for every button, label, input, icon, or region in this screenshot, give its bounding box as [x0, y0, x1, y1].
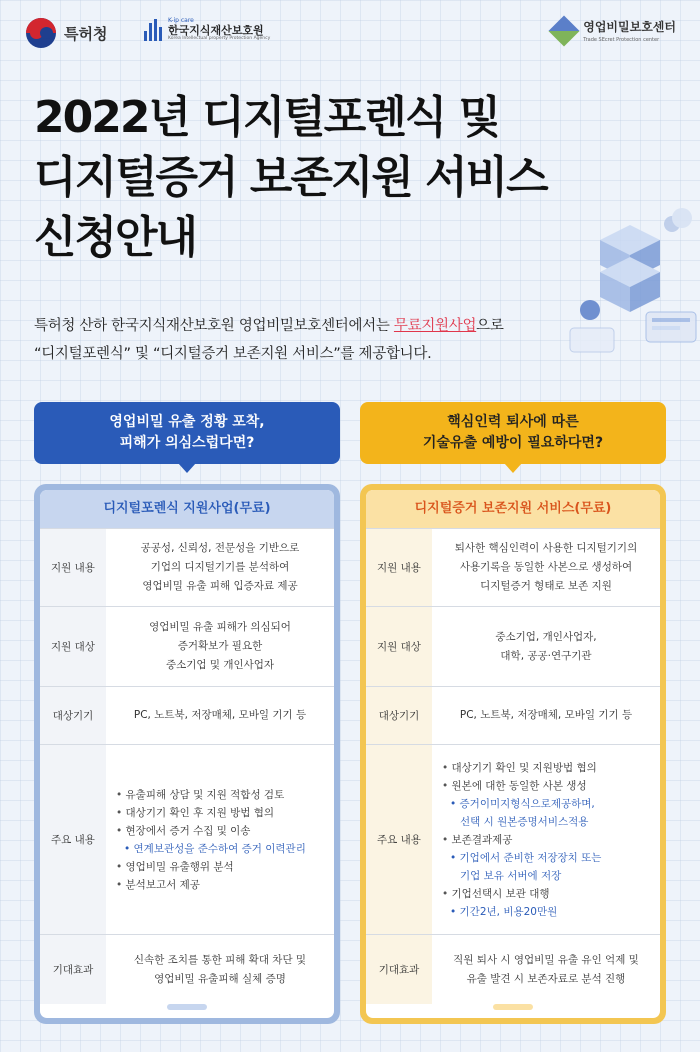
- intro-highlight: 무료지원사업: [393, 318, 477, 334]
- kipo-name: 특허청: [64, 24, 108, 43]
- content-line: 영업비밀 유출 피해 입증자료 제공: [142, 580, 298, 592]
- tsc-name: 영업비밀보호센터: [583, 20, 676, 34]
- right-speech-line2: 기술유출 예방이 필요하다면?: [422, 435, 604, 451]
- list-item: • 분석보고서 제공: [116, 876, 306, 894]
- left-speech-line2: 피해가 의심스럽다면?: [119, 435, 255, 451]
- row-label: 기대효과: [366, 935, 432, 1004]
- content-line: 중소기업 및 개인사업자: [165, 659, 275, 671]
- row-content: [432, 529, 660, 606]
- content-line: 대학, 공공·연구기관: [500, 649, 592, 662]
- content-line: 사용기록을 동일한 사본으로 생성하여: [459, 561, 633, 573]
- table-row: [40, 934, 334, 1004]
- content-line: 디지털증거 형태로 보존 지원: [480, 580, 612, 592]
- left-speech-box: [34, 402, 340, 464]
- right-speech-box: [360, 402, 666, 464]
- row-label: 대상기기: [40, 687, 106, 744]
- intro-text: [34, 312, 594, 368]
- forensic-panel-title: 디지털포렌식 지원사업(무료): [40, 490, 334, 528]
- row-label: 지원 내용: [366, 529, 432, 606]
- row-content: PC, 노트북, 저장매체, 모바일 기기 등: [133, 709, 307, 721]
- row-content: [432, 745, 660, 934]
- intro-part2: 으로: [476, 318, 504, 334]
- evidence-panel: [360, 484, 666, 1024]
- right-speech-line1: 핵심인력 퇴사에 따른: [447, 414, 579, 430]
- intro-part1: 특허청 산하 한국지식재산보호원 영업비밀보호센터에서는: [34, 318, 394, 334]
- row-content: [432, 607, 660, 686]
- kipa-bars-icon: [144, 19, 162, 41]
- phone-home-bar: [167, 1004, 207, 1010]
- list-item: • 현장에서 증거 수집 및 이송: [116, 822, 306, 840]
- content-line: 공공성, 신뢰성, 전문성을 기반으로: [140, 542, 300, 554]
- content-line: 영업비밀 유출피해 실체 증명: [154, 972, 286, 985]
- row-label: 기대효과: [40, 935, 106, 1004]
- row-content: [106, 935, 334, 1004]
- row-label: 주요 내용: [366, 745, 432, 934]
- row-label: 지원 내용: [40, 529, 106, 606]
- kipa-logo: [144, 18, 270, 42]
- list-subitem-cont: 선택 시 원본증명서비스적용: [460, 815, 589, 828]
- table-row: [366, 934, 660, 1004]
- kipa-sub: Korea Intellectual property Protection Agency: [168, 36, 271, 41]
- list-subitem-cont: 기업 보유 서버에 저장: [460, 869, 562, 882]
- title-line-3: 신청안내: [34, 212, 197, 263]
- content-line: 중소기업, 개인사업자,: [495, 630, 597, 643]
- row-label: 대상기기: [366, 687, 432, 744]
- row-content: [432, 935, 660, 1004]
- row-content: [106, 607, 334, 686]
- list-item: • 유출피해 상담 및 지원 적합성 검토: [116, 786, 306, 804]
- content-line: 증거확보가 필요한: [177, 640, 263, 652]
- row-content: [106, 745, 334, 934]
- list-subitem: • 증거이미지형식으로제공하며,: [442, 795, 601, 813]
- left-speech-line1: 영업비밀 유출 정황 포착,: [109, 414, 265, 430]
- table-row: [366, 528, 660, 606]
- title-line-2: 디지털증거 보존지원 서비스: [34, 152, 547, 203]
- row-label: 주요 내용: [40, 745, 106, 934]
- row-label: 지원 대상: [40, 607, 106, 686]
- table-row: [40, 744, 334, 934]
- table-row: [40, 528, 334, 606]
- list-item: • 대상기기 확인 후 지원 방법 협의: [116, 804, 306, 822]
- content-line: 직원 퇴사 시 영업비밀 유출 유인 억제 및: [453, 953, 639, 966]
- row-content: [106, 529, 334, 606]
- diamond-icon: [549, 15, 580, 46]
- list-item: • 기업선택시 보관 대행: [442, 885, 601, 903]
- content-line: 신속한 조치를 통한 피해 확대 차단 및: [133, 953, 307, 966]
- list-item: • 원본에 대한 동일한 사본 생성: [442, 777, 601, 795]
- table-row: [366, 744, 660, 934]
- list-subitem: • 기업에서 준비한 저장장치 또는: [442, 849, 601, 867]
- table-row: [366, 606, 660, 686]
- row-content: PC, 노트북, 저장매체, 모바일 기기 등: [459, 709, 633, 721]
- phone-home-bar: [493, 1004, 533, 1010]
- title-line-1: 2022년 디지털포렌식 및: [34, 92, 500, 143]
- content-line: 영업비밀 유출 피해가 의심되어: [149, 621, 291, 633]
- list-item: • 영업비밀 유출행위 분석: [116, 858, 306, 876]
- list-item: • 대상기기 확인 및 지원방법 협의: [442, 759, 601, 777]
- table-row: [40, 606, 334, 686]
- kipo-logo: [26, 18, 107, 48]
- taegeuk-icon: [26, 18, 56, 48]
- table-row: [40, 686, 334, 744]
- row-label: 지원 대상: [366, 607, 432, 686]
- kipa-name: 한국지식재산보호원: [168, 24, 264, 37]
- list-subitem: • 기간2년, 비용20만원: [442, 903, 601, 921]
- forensic-panel: [34, 484, 340, 1024]
- header-logos: [26, 18, 676, 58]
- tsc-logo: [553, 18, 676, 43]
- table-row: [366, 686, 660, 744]
- list-subitem: • 연계보관성을 준수하여 증거 이력관리: [116, 840, 306, 858]
- tsc-en: Trade SEcret Protection center: [583, 37, 660, 43]
- intro-line2: “디지털포렌식” 및 “디지털증거 보존지원 서비스”를 제공합니다.: [34, 346, 432, 362]
- list-item: • 보존결과제공: [442, 831, 601, 849]
- content-line: 유출 발견 시 보존자료로 분석 진행: [466, 972, 626, 985]
- content-line: 퇴사한 핵심인력이 사용한 디지털기기의: [454, 542, 638, 554]
- kipa-en: K-ip care: [168, 17, 194, 24]
- evidence-panel-title: 디지털증거 보존지원 서비스(무료): [366, 490, 660, 528]
- content-line: 기업의 디지털기기를 분석하여: [150, 561, 290, 573]
